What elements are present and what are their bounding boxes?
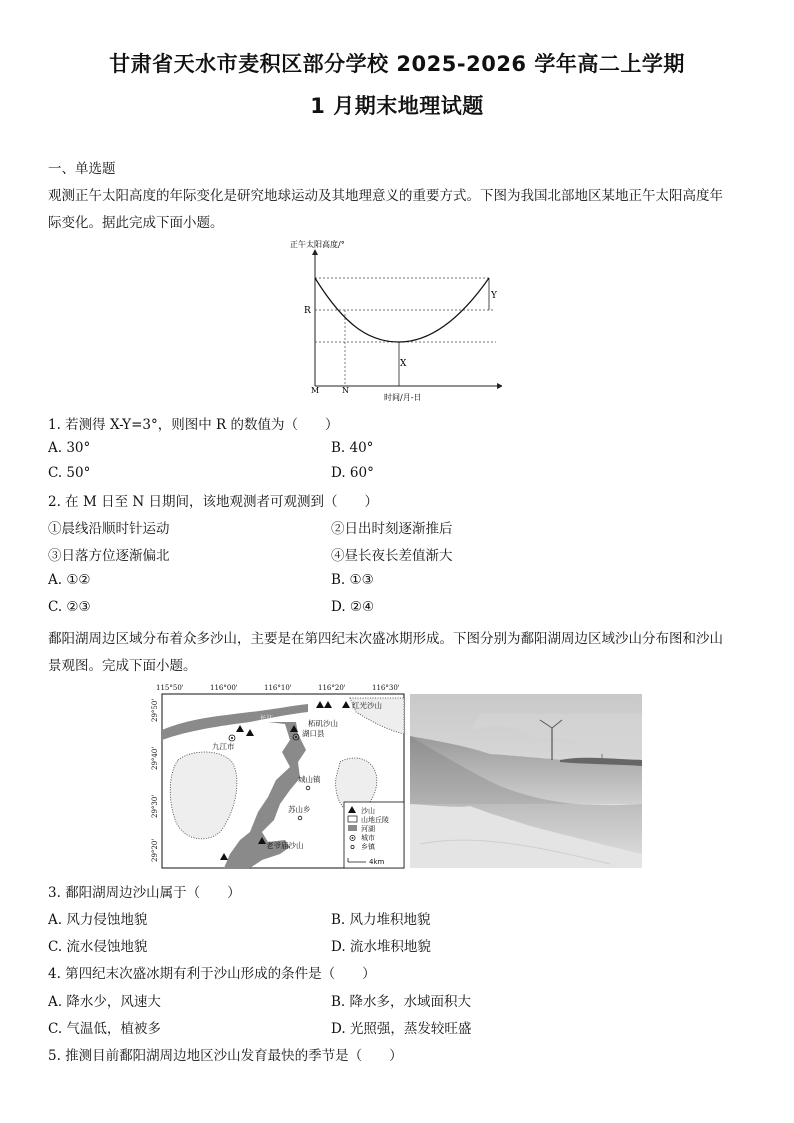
sand-dune-map <box>150 682 406 870</box>
jiujiang-city-dot <box>231 737 233 739</box>
place-hongguang: 红光沙山 <box>352 701 382 710</box>
hukou-county-dot <box>295 736 297 738</box>
place-chengshan: 城山镇 <box>298 775 321 784</box>
legend-scale-label: 4km <box>369 858 385 866</box>
q2-option-c: C. ②③ <box>48 599 91 615</box>
lon-label-5: 116°30' <box>372 684 400 692</box>
q3-option-b: B. 风力堆积地貌 <box>331 912 431 928</box>
place-sushan: 苏山乡 <box>288 805 311 814</box>
label-n: N <box>342 386 349 395</box>
y-axis-label: 正午太阳高度/° <box>290 240 345 249</box>
intro2-line2: 景观图。完成下面小题。 <box>48 658 197 674</box>
section-heading: 一、单选题 <box>48 161 116 177</box>
sun-altitude-curve <box>315 278 489 342</box>
legend-city-label: 城市 <box>361 834 375 842</box>
lat-label-2: 29°40' <box>151 746 159 770</box>
lon-label-1: 115°50' <box>156 684 184 692</box>
q3-stem: 3. 鄱阳湖周边沙山属于（ ） <box>48 885 241 901</box>
legend-town-label: 乡镇 <box>361 843 375 851</box>
label-m: M <box>311 386 320 395</box>
q2-option-d: D. ②④ <box>331 599 375 615</box>
q2-statement-4: ④昼长夜长差值渐大 <box>331 548 453 564</box>
place-hukou: 湖口县 <box>302 729 325 738</box>
q1-option-d: D. 60° <box>331 465 374 481</box>
q4-option-b: B. 降水多，水域面积大 <box>331 994 472 1010</box>
legend-city-dot <box>352 837 354 839</box>
q1-option-b: B. 40° <box>331 440 374 456</box>
q2-statement-1: ①晨线沿顺时针运动 <box>48 521 170 537</box>
lat-label-1: 29°50' <box>151 698 159 722</box>
q3-option-a: A. 风力侵蚀地貌 <box>48 912 148 928</box>
legend-mountain-icon <box>348 816 357 822</box>
lon-label-3: 116°10' <box>264 684 292 692</box>
label-r: R <box>304 306 311 316</box>
legend-water-icon <box>348 825 357 831</box>
place-laoye: 老爷庙沙山 <box>266 841 304 850</box>
place-jiujiang: 九江市 <box>212 742 235 751</box>
q5-stem: 5. 推测目前鄱阳湖周边地区沙山发育最快的季节是（ ） <box>48 1048 403 1064</box>
label-y: Y <box>491 291 497 301</box>
intro2-line1: 鄱阳湖周边区域分布着众多沙山，主要是在第四纪末次盛冰期形成。下图分别为鄱阳湖周边区域沙山分布图和沙山 <box>48 631 723 647</box>
place-zhiji: 柘矶沙山 <box>308 719 338 728</box>
q4-option-a: A. 降水少，风速大 <box>48 994 161 1010</box>
q2-statement-2: ②日出时刻逐渐推后 <box>331 521 453 537</box>
q1-stem: 1. 若测得 X-Y=3°，则图中 R 的数值为（ ） <box>48 417 339 433</box>
q2-option-a: A. ①② <box>48 572 91 588</box>
q4-option-c: C. 气温低，植被多 <box>48 1021 161 1037</box>
lat-label-4: 29°20' <box>151 838 159 862</box>
sun-altitude-figure <box>286 238 502 404</box>
document-title-line2: 1 月期末地理试题 <box>310 94 484 118</box>
legend-mountain-label: 山地丘陵 <box>361 816 389 824</box>
q2-option-b: B. ①③ <box>331 572 374 588</box>
lat-label-3: 29°30' <box>151 794 159 818</box>
q2-stem: 2. 在 M 日至 N 日期间，该地观测者可观测到（ ） <box>48 494 378 510</box>
label-x: X <box>400 359 407 369</box>
q3-option-d: D. 流水堆积地貌 <box>331 939 431 955</box>
q1-option-a: A. 30° <box>48 440 91 456</box>
q2-statement-3: ③日落方位逐渐偏北 <box>48 548 170 564</box>
intro1-line1: 观测正午太阳高度的年际变化是研究地球运动及其地理意义的重要方式。下图为我国北部地区某地正午太阳高度年 <box>48 188 723 204</box>
map-legend <box>344 802 404 868</box>
q4-stem: 4. 第四纪末次盛冰期有利于沙山形成的条件是（ ） <box>48 966 376 982</box>
legend-water-label: 河湖 <box>361 825 375 833</box>
intro1-line2: 际变化。据此完成下面小题。 <box>48 215 224 231</box>
sand-dune-landscape-photo <box>410 694 642 868</box>
legend-sand-label: 沙山 <box>361 807 375 815</box>
q4-option-d: D. 光照强，蒸发较旺盛 <box>331 1021 472 1037</box>
q1-option-c: C. 50° <box>48 465 91 481</box>
place-changjiang: 长江 <box>260 714 273 722</box>
document-title-line1: 甘肃省天水市麦积区部分学校 2025-2026 学年高二上学期 <box>109 52 685 76</box>
lon-label-4: 116°20' <box>318 684 346 692</box>
q3-option-c: C. 流水侵蚀地貌 <box>48 939 148 955</box>
x-axis-label: 时间/月-日 <box>384 393 422 402</box>
lon-label-2: 116°00' <box>210 684 238 692</box>
